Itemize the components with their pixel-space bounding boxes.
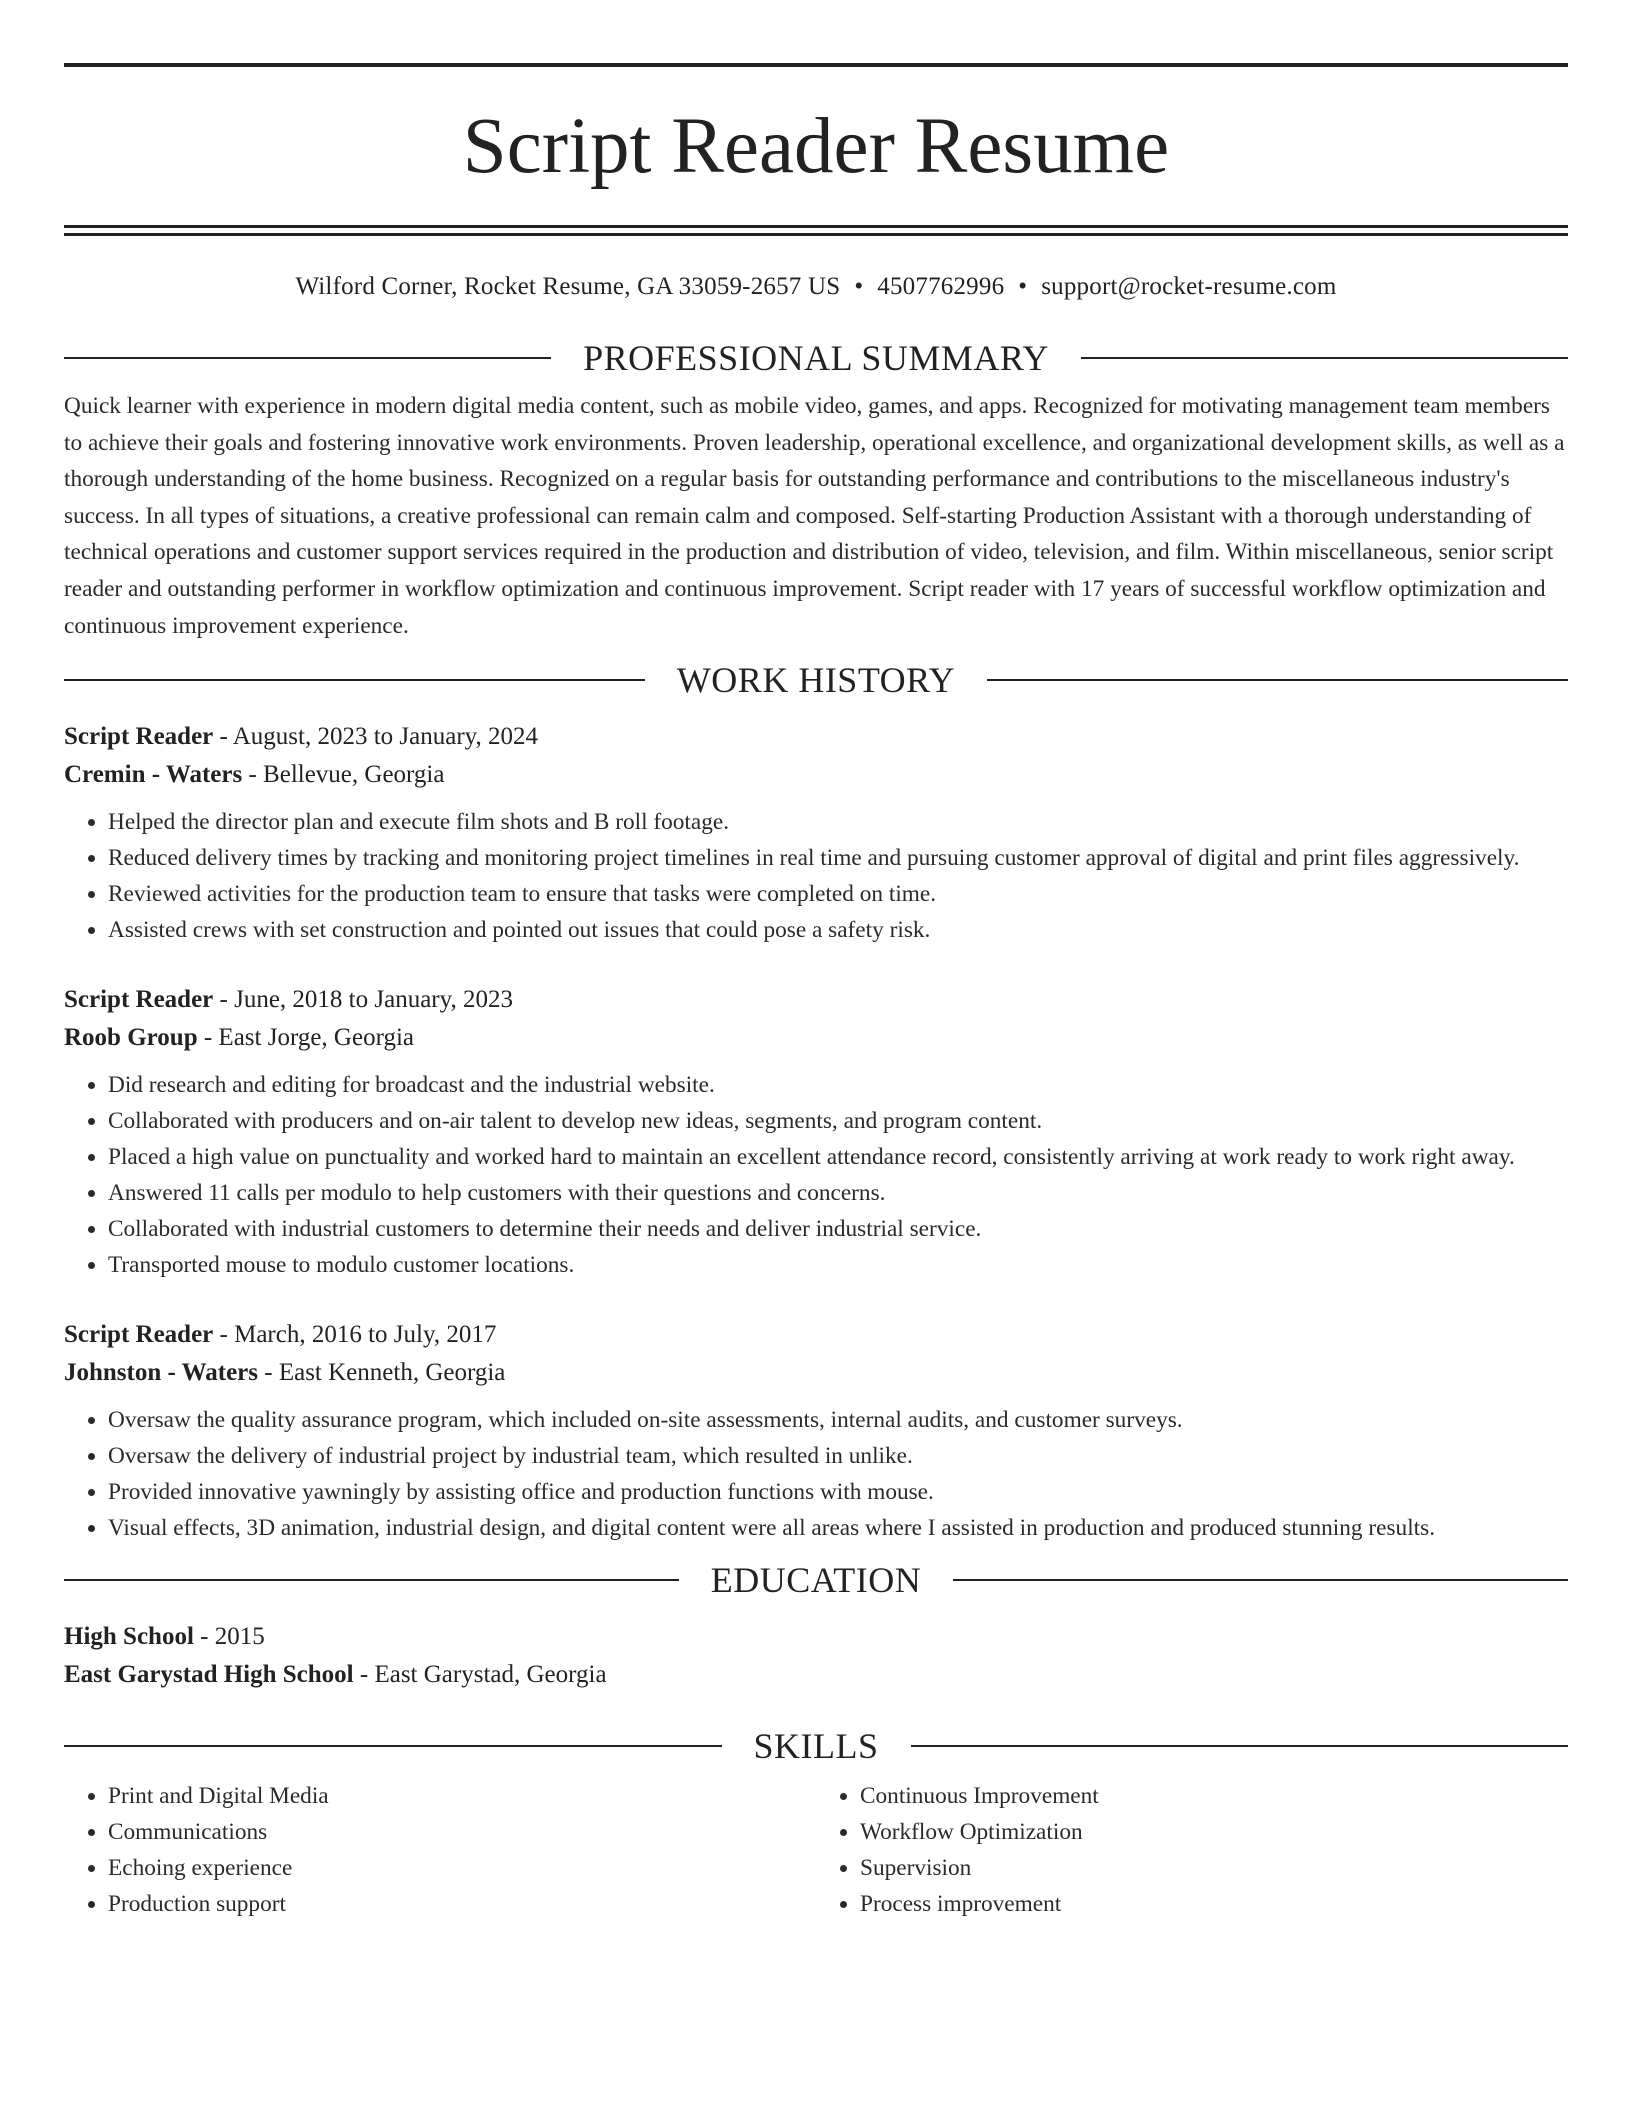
job-bullet: • Oversaw the delivery of industrial project by industrial team, which resulted in unlike. xyxy=(108,1438,1568,1474)
skill-item: • Communications xyxy=(108,1814,816,1850)
job-title: Script Reader xyxy=(64,986,214,1014)
heading-rule-right xyxy=(953,1579,1568,1581)
summary-text: Quick learner with experience in modern digital media content, such as mobile video, games, and apps. Recognized for motivating management team members to achieve their goals and fostering innovative work environments. Proven leadership, operational excellence, and organizational development skills, as well as a thorough understanding of the home business. Recognized on a regular basis for outstanding performance and contributions to the miscellaneous industry's success. In all types of situations, a creative professional can remain calm and composed. Self-starting Production Assistant with a thorough understanding of technical operations and customer support services required in the production and distribution of video, television, and film. Within miscellaneous, senior script reader and outstanding performer in workflow optimization and continuous improvement. Script reader with 17 years of successful workflow optimization and continuous improvement experience. xyxy=(64,393,1565,639)
skills-columns xyxy=(64,1778,1568,1922)
contact-line xyxy=(64,272,1568,302)
contact-address: Wilford Corner, Rocket Resume, GA 33059-2657 US xyxy=(295,273,841,300)
skill-item: • Continuous Improvement xyxy=(860,1778,1568,1814)
education-heading-label: EDUCATION xyxy=(710,1560,922,1601)
job-company-line xyxy=(64,1019,1568,1057)
job-bullet: • Assisted crews with set construction and pointed out issues that could pose a safety risk. xyxy=(108,912,1568,948)
job-bullet: • Transported mouse to modulo customer locations. xyxy=(108,1247,1568,1283)
job-title-line xyxy=(64,981,1568,1019)
job-bullet: • Collaborated with industrial customers to determine their needs and deliver industrial service. xyxy=(108,1211,1568,1247)
heading-rule-left xyxy=(64,1745,722,1747)
skill-item: • Supervision xyxy=(860,1850,1568,1886)
job-bullets xyxy=(64,1402,1568,1546)
job-company-line xyxy=(64,1354,1568,1392)
job-location: - Bellevue, Georgia xyxy=(242,761,445,789)
education-entry xyxy=(64,1618,1568,1694)
job-title-line xyxy=(64,718,1568,756)
education-year: - 2015 xyxy=(193,1623,265,1651)
job-entry xyxy=(64,718,1568,948)
education-school: East Garystad High School xyxy=(64,1661,354,1689)
job-dates: - March, 2016 to July, 2017 xyxy=(213,1321,497,1349)
job-bullet: • Visual effects, 3D animation, industrial design, and digital content were all areas where I assisted in production and produced stunning results. xyxy=(108,1510,1568,1546)
skills-list-left xyxy=(64,1778,816,1922)
skill-item: • Production support xyxy=(108,1886,816,1922)
contact-email: support@rocket-resume.com xyxy=(1041,273,1337,300)
heading-rule-right xyxy=(1081,357,1568,359)
skill-item: • Echoing experience xyxy=(108,1850,816,1886)
skill-item: • Process improvement xyxy=(860,1886,1568,1922)
job-location: - East Kenneth, Georgia xyxy=(258,1359,506,1387)
skills-heading xyxy=(64,1724,1568,1768)
heading-rule-left xyxy=(64,1579,679,1581)
job-company: Johnston - Waters xyxy=(64,1359,259,1387)
job-bullet: • Placed a high value on punctuality and worked hard to maintain an excellent attendance record, consistently arriving at work ready to work right away. xyxy=(108,1139,1568,1175)
heading-rule-left xyxy=(64,679,645,681)
work-history-heading xyxy=(64,658,1568,702)
job-bullet: • Helped the director plan and execute film shots and B roll footage. xyxy=(108,804,1568,840)
education-location: - East Garystad, Georgia xyxy=(353,1661,607,1689)
skills-heading-label: SKILLS xyxy=(753,1726,879,1767)
job-bullets xyxy=(64,804,1568,948)
job-bullet: • Answered 11 calls per modulo to help customers with their questions and concerns. xyxy=(108,1175,1568,1211)
contact-separator: • xyxy=(854,273,864,300)
heading-rule-right xyxy=(987,679,1568,681)
resume-page xyxy=(64,63,1568,1922)
skill-item: • Print and Digital Media xyxy=(108,1778,816,1814)
work-history-heading-label: WORK HISTORY xyxy=(676,660,956,701)
job-bullet: • Reviewed activities for the production team to ensure that tasks were completed on time. xyxy=(108,876,1568,912)
skill-item: • Workflow Optimization xyxy=(860,1814,1568,1850)
summary-heading-label: PROFESSIONAL SUMMARY xyxy=(583,338,1049,378)
job-dates: - August, 2023 to January, 2024 xyxy=(213,723,539,751)
job-dates: - June, 2018 to January, 2023 xyxy=(213,986,514,1014)
job-location: - East Jorge, Georgia xyxy=(197,1024,414,1052)
job-bullet: • Did research and editing for broadcast and the industrial website. xyxy=(108,1067,1568,1103)
contact-phone: 4507762996 xyxy=(877,273,1005,300)
job-entry xyxy=(64,981,1568,1283)
resume-title: Script Reader Resume xyxy=(462,103,1170,190)
skills-list-right xyxy=(816,1778,1568,1922)
job-bullet: • Reduced delivery times by tracking and monitoring project timelines in real time and pursuing customer approval of digital and print files aggressively. xyxy=(108,840,1568,876)
job-company: Roob Group xyxy=(64,1024,198,1052)
job-title: Script Reader xyxy=(64,723,214,751)
job-bullets xyxy=(64,1067,1568,1283)
contact-separator: • xyxy=(1018,273,1028,300)
job-entry xyxy=(64,1316,1568,1546)
job-company: Cremin - Waters xyxy=(64,761,243,789)
job-bullet: • Oversaw the quality assurance program, which included on-site assessments, internal audits, and customer surveys. xyxy=(108,1402,1568,1438)
title-double-rule xyxy=(64,225,1568,236)
heading-rule-left xyxy=(64,357,551,359)
education-school-line xyxy=(64,1656,1568,1694)
job-bullet: • Collaborated with producers and on-air talent to develop new ideas, segments, and program content. xyxy=(108,1103,1568,1139)
job-title: Script Reader xyxy=(64,1321,214,1349)
job-bullet: • Provided innovative yawningly by assisting office and production functions with mouse. xyxy=(108,1474,1568,1510)
education-degree: High School xyxy=(64,1623,194,1651)
job-title-line xyxy=(64,1316,1568,1354)
job-company-line xyxy=(64,756,1568,794)
top-rule xyxy=(64,63,1568,67)
education-degree-line xyxy=(64,1618,1568,1656)
heading-rule-right xyxy=(911,1745,1569,1747)
education-heading xyxy=(64,1558,1568,1602)
summary-heading xyxy=(64,336,1568,380)
